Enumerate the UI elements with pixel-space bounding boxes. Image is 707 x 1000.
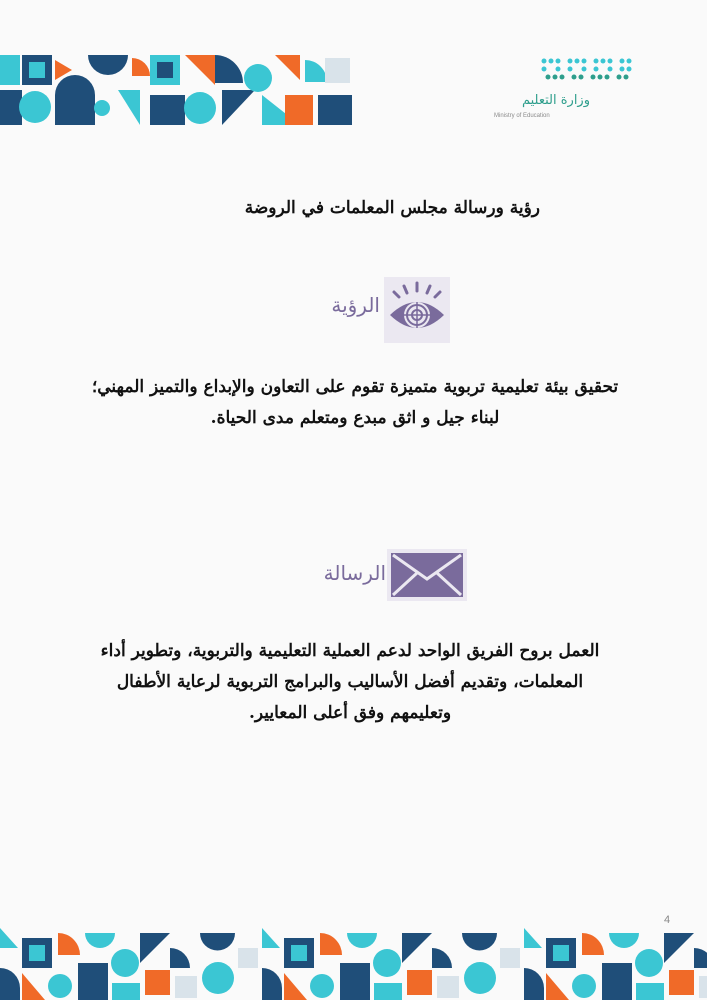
mission-line: المعلمات، وتقديم أفضل الأساليب والبرامج التربوية لرعاية الأطفال [116,672,584,692]
eye-target-icon [384,277,450,343]
logo-english-text: Ministry of Education [494,113,550,119]
mission-statement [40,636,660,729]
vision-line: لبناء جيل و اثق مبدع ومتعلم مدى الحياة. [210,408,500,428]
decorative-pattern-bottom [0,928,707,1000]
mission-heading: الرسالة [323,561,386,585]
ministry-logo [490,55,640,125]
vision-heading: الرؤية [331,293,380,317]
mission-line: العمل بروح الفريق الواحد لدعم العملية التعليمية والتربوية، وتطوير أداء [100,641,600,661]
logo-arabic-text: وزارة التعليم [521,93,590,108]
document-title: رؤية ورسالة مجلس المعلمات في الروضة [244,198,540,218]
vision-line: تحقيق بيئة تعليمية تربوية متميزة تقوم على التعاون والإبداع والتميز المهني؛ [91,377,619,397]
mission-line: وتعليمهم وفق أعلى المعايير. [248,703,452,723]
page-number: 4 [664,914,671,926]
vision-statement [50,372,660,434]
decorative-pattern-top [0,50,355,125]
envelope-icon [387,549,467,601]
logo-mark-icon [490,55,640,91]
